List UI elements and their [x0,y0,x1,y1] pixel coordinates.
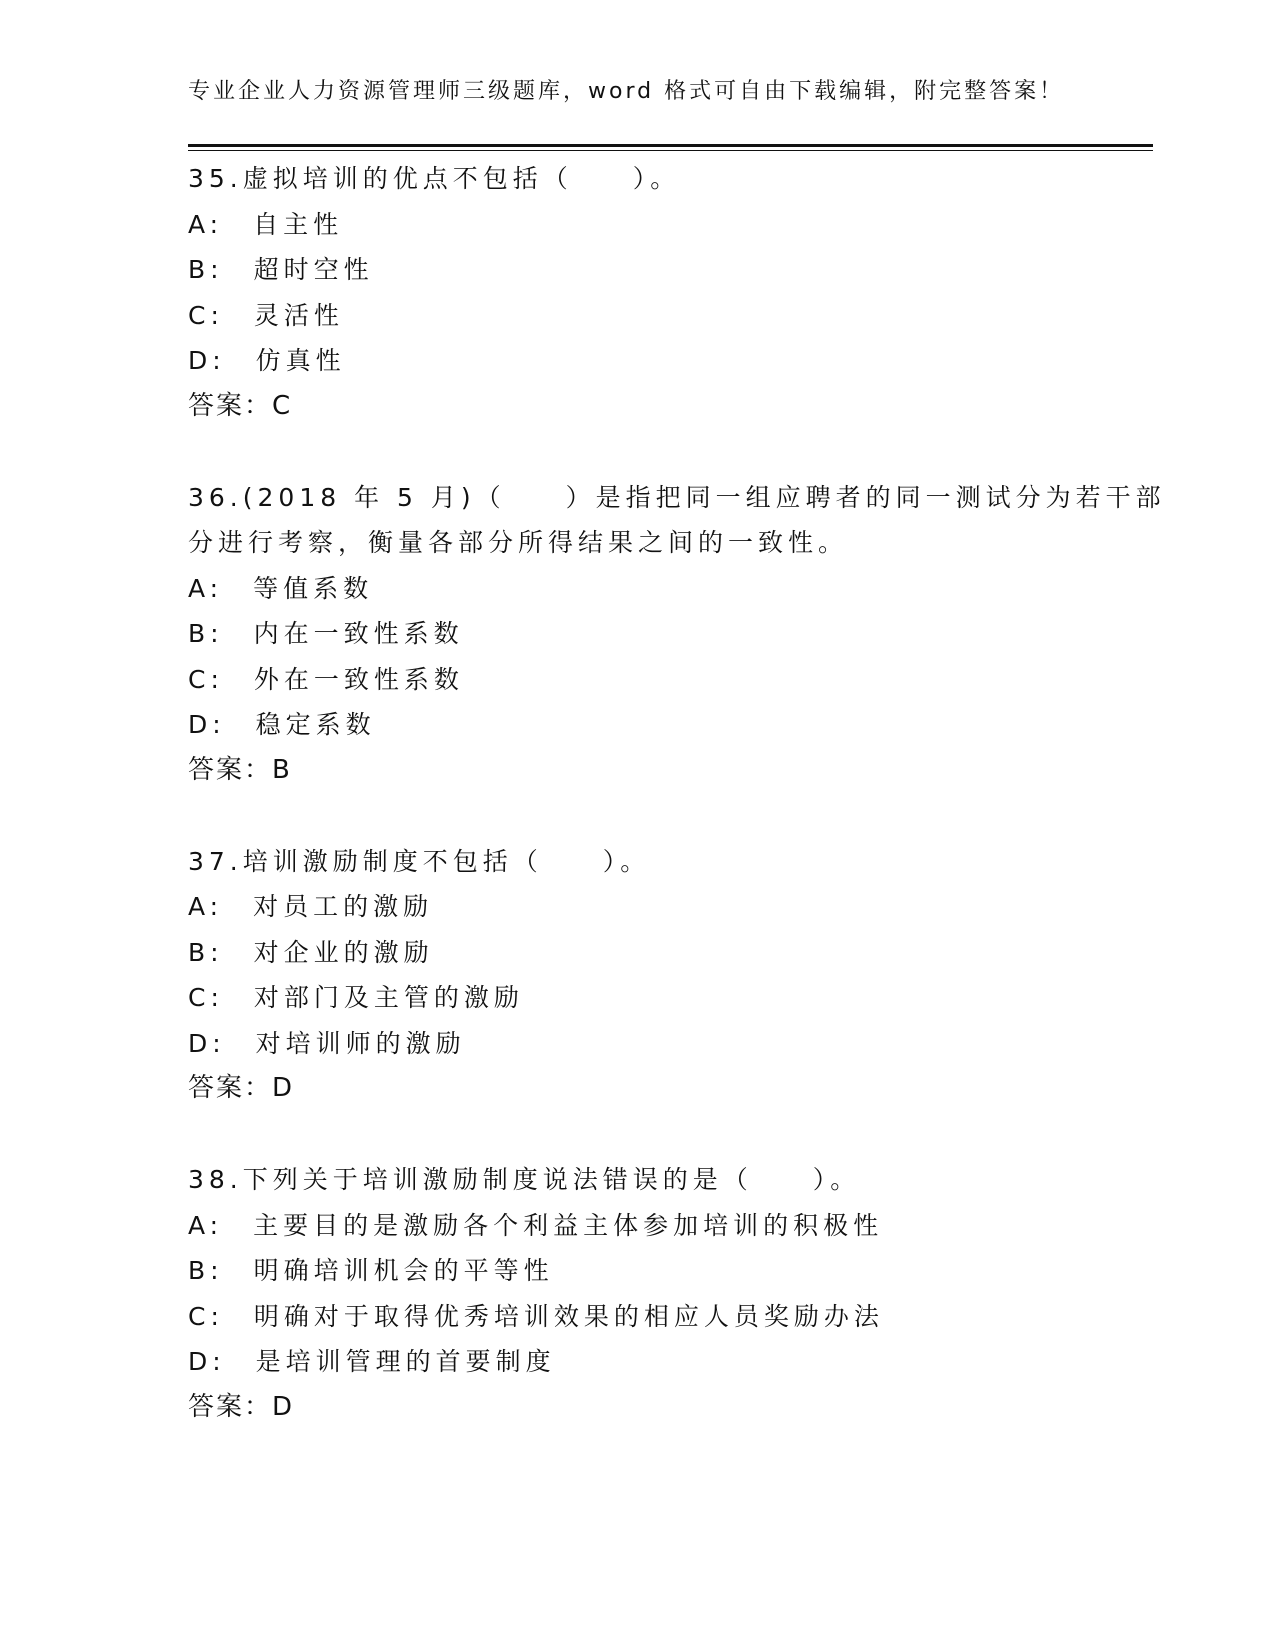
option-b: B: 对企业的激励 [188,937,434,967]
option-c: C: 灵活性 [188,300,344,330]
question-36 [188,475,1166,794]
header-rule-thick [188,144,1153,147]
option-a: A: 对员工的激励 [188,892,434,921]
question-stem: 38.下列关于培训激励制度说法错误的是（ ）。 [188,1165,861,1194]
question-stem: 36.(2018 年 5 月)（ ）是指把同一组应聘者的同一测试分为若干部 [188,482,1166,512]
option-b: B: 超时空性 [188,255,374,284]
answer: 答案：B [188,754,292,785]
option-d: D: 稳定系数 [188,710,376,739]
question-list [188,156,1166,1430]
option-c: C: 对部门及主管的激励 [188,983,524,1012]
question-35 [188,156,1088,429]
header-rule-thin [188,150,1153,151]
answer: 答案：D [188,1073,295,1103]
answer: 答案：D [188,1391,295,1422]
option-b: B: 明确培训机会的平等性 [188,1256,554,1285]
option-d: D: 是培训管理的首要制度 [188,1347,556,1376]
option-d: D: 对培训师的激励 [188,1028,466,1058]
option-a: A: 等值系数 [188,573,374,603]
question-37 [188,839,1088,1112]
page-header: 专业企业人力资源管理师三级题库，word 格式可自由下载编辑，附完整答案！ [188,79,1065,104]
question-stem-continued: 分进行考察，衡量各部分所得结果之间的一致性。 [188,528,849,557]
option-d: D: 仿真性 [188,346,346,375]
option-c: C: 明确对于取得优秀培训效果的相应人员奖励办法 [188,1301,884,1331]
question-38 [188,1157,1088,1430]
option-c: C: 外在一致性系数 [188,664,464,694]
option-a: A: 主要目的是激励各个利益主体参加培训的积极性 [188,1210,884,1240]
question-stem: 37.培训激励制度不包括（ ）。 [188,846,651,876]
option-b: B: 内在一致性系数 [188,619,464,648]
answer: 答案：C [188,390,293,421]
option-a: A: 自主性 [188,209,344,239]
question-stem: 35.虚拟培训的优点不包括（ ）。 [188,164,681,193]
